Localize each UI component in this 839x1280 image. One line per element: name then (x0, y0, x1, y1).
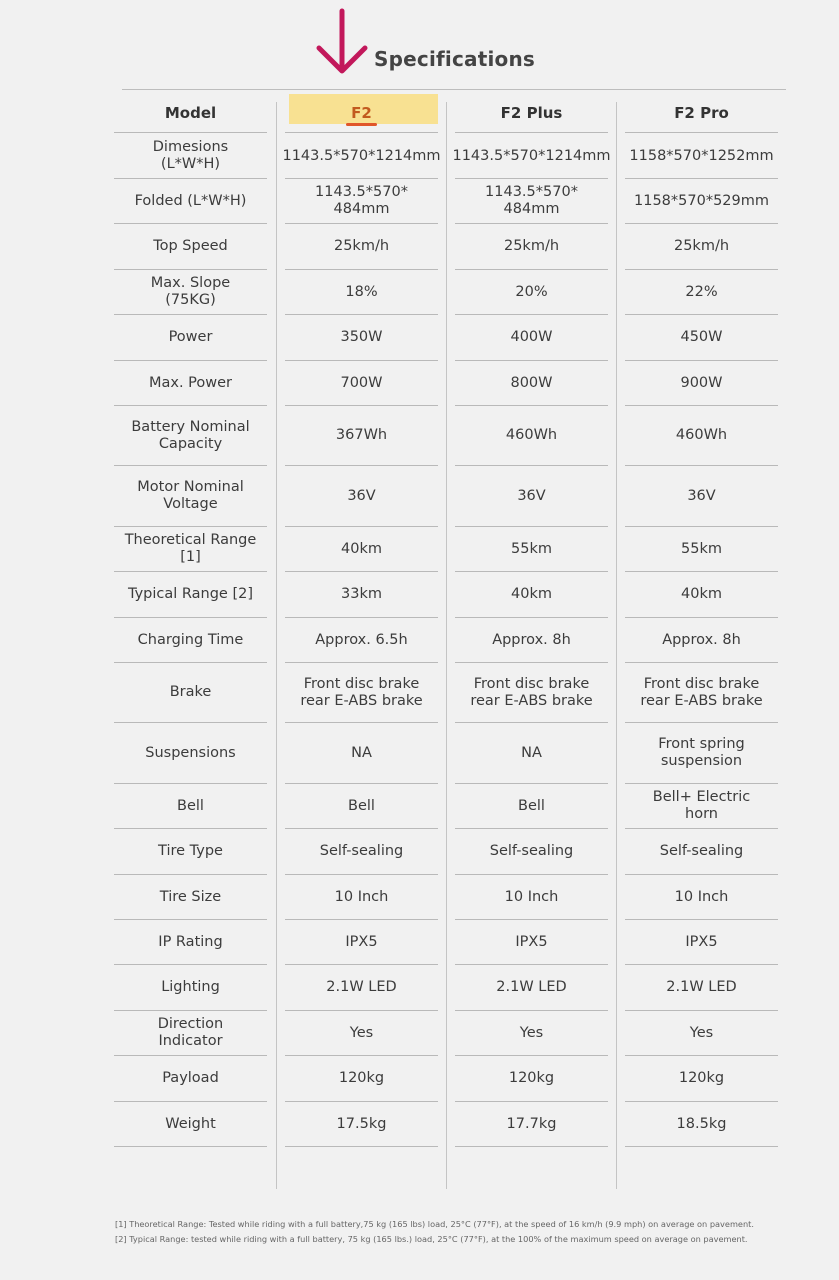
spec-value-text: IPX5 (515, 933, 548, 950)
spec-value (285, 406, 438, 466)
header-label: F2 Plus (500, 104, 563, 122)
header-model-3 (625, 95, 778, 133)
spec-value-text: 1158*570*1252mm (629, 147, 774, 164)
spec-value (455, 179, 608, 224)
spec-value-text: Self-sealing (489, 843, 574, 860)
spec-value (455, 225, 608, 270)
spec-value-text: 450W (680, 329, 723, 346)
spec-value (455, 467, 608, 527)
spec-value (285, 361, 438, 406)
spec-value-text: 25km/h (673, 238, 730, 255)
row-label-text: Direction Indicator (157, 1016, 224, 1050)
spec-value (455, 784, 608, 829)
title-divider (122, 89, 786, 90)
row-label-text: Battery Nominal Capacity (131, 418, 250, 452)
spec-value (625, 179, 778, 224)
spec-value-text: Approx. 8h (662, 631, 741, 648)
spec-value-text: 2.1W LED (326, 979, 397, 996)
spec-value-text: Approx. 8h (492, 631, 571, 648)
row-label (114, 1057, 267, 1102)
spec-value-text: Self-sealing (659, 843, 744, 860)
row-label (114, 875, 267, 920)
row-label-text: Payload (162, 1070, 219, 1087)
spec-value-text: 367Wh (335, 427, 388, 444)
spec-value-text: NA (351, 744, 372, 761)
spec-value-text: 17.5kg (336, 1115, 387, 1132)
row-label (114, 361, 267, 406)
spec-value-text: 10 Inch (504, 888, 559, 905)
spec-value-text: 20% (515, 283, 548, 300)
spec-value-text: 1158*570*529mm (634, 192, 770, 209)
row-label-text: Power (168, 329, 213, 346)
spec-value (455, 527, 608, 572)
spec-value (285, 179, 438, 224)
spec-value-text: 36V (687, 487, 716, 504)
spec-value (285, 724, 438, 784)
spec-value-text: 33km (341, 586, 382, 603)
spec-value-text: 120kg (508, 1070, 555, 1087)
row-label (114, 467, 267, 527)
spec-value-text: Self-sealing (319, 843, 404, 860)
row-label (114, 724, 267, 784)
spec-value (625, 784, 778, 829)
spec-value-text: 1143.5*570*1214mm (282, 147, 441, 164)
spec-value-text: 18% (345, 283, 378, 300)
spec-value (625, 875, 778, 920)
spec-value-text: Approx. 6.5h (315, 631, 408, 648)
spec-value (625, 966, 778, 1011)
header-model-2 (455, 95, 608, 133)
spec-value (285, 784, 438, 829)
spec-value (285, 1057, 438, 1102)
row-label-text: Lighting (161, 979, 220, 996)
spec-value (625, 316, 778, 361)
row-label-text: Weight (165, 1115, 216, 1132)
spec-value-text: Yes (349, 1024, 374, 1041)
row-label-text: Theoretical Range [1] (124, 532, 257, 566)
spec-value (282, 134, 441, 179)
spec-value-text: 1143.5*570* 484mm (485, 184, 578, 218)
spec-value (285, 467, 438, 527)
header-model (114, 95, 267, 133)
spec-value (625, 225, 778, 270)
spec-value (625, 134, 778, 179)
spec-value (455, 966, 608, 1011)
footnote-theoretical-range: [1] Theoretical Range: Tested while riding with a full battery,75 kg (165 lbs) load, 25°C (77°F), at the speed of 16 km/h (9.9 mph) on average on pavement. (115, 1219, 754, 1229)
row-label-text: Bell (177, 797, 204, 814)
row-label (114, 784, 267, 829)
spec-value (452, 134, 611, 179)
spec-value-text: 2.1W LED (496, 979, 567, 996)
spec-value (285, 270, 438, 315)
spec-value-text: 700W (340, 374, 383, 391)
spec-value (455, 875, 608, 920)
header-label: F2 (351, 104, 372, 122)
down-arrow-icon (314, 8, 370, 76)
spec-value (285, 966, 438, 1011)
spec-value-text: 40km (511, 586, 552, 603)
row-label-text: Typical Range [2] (127, 586, 253, 603)
spec-value (455, 361, 608, 406)
spec-value (625, 573, 778, 618)
row-label (114, 1011, 267, 1056)
spec-value-text: Yes (519, 1024, 544, 1041)
row-label-text: Suspensions (145, 744, 236, 761)
spec-value-text: 25km/h (503, 238, 560, 255)
spec-value-text: 400W (510, 329, 553, 346)
spec-value (455, 830, 608, 875)
spec-value-text: Bell (348, 797, 375, 814)
row-label-text: Dimesions (L*W*H) (152, 139, 229, 172)
spec-value (455, 724, 608, 784)
spec-value-text: IPX5 (685, 933, 718, 950)
spec-value-text: Front disc brake rear E-ABS brake (640, 675, 763, 709)
row-label-text: IP Rating (158, 933, 223, 950)
spec-value (285, 316, 438, 361)
row-label (114, 527, 267, 572)
spec-value (455, 1011, 608, 1056)
spec-value (625, 920, 778, 965)
row-label (114, 316, 267, 361)
spec-value (285, 225, 438, 270)
row-label (114, 573, 267, 618)
spec-value-text: IPX5 (345, 933, 378, 950)
row-label (114, 966, 267, 1011)
spec-value-text: 1143.5*570*1214mm (452, 147, 611, 164)
row-label-text: Folded (L*W*H) (134, 192, 247, 209)
spec-value (455, 316, 608, 361)
spec-value (285, 573, 438, 618)
spec-value-text: Front disc brake rear E-ABS brake (470, 675, 593, 709)
spec-value-text: 800W (510, 374, 553, 391)
spec-value-text: 40km (681, 586, 722, 603)
row-label (114, 920, 267, 965)
spec-value (455, 573, 608, 618)
spec-value (455, 663, 608, 723)
spec-value-text: 17.7kg (506, 1115, 557, 1132)
spec-value (455, 1057, 608, 1102)
row-label (114, 225, 267, 270)
header-label: Model (164, 104, 217, 122)
row-label (114, 179, 267, 224)
spec-value (455, 920, 608, 965)
spec-value-text: Bell+ Electric horn (652, 789, 751, 823)
spec-value-text: 36V (517, 487, 546, 504)
spec-value-text: 18.5kg (676, 1115, 727, 1132)
spec-value-text: 350W (340, 329, 383, 346)
spec-value (625, 527, 778, 572)
row-label-text: Brake (169, 684, 212, 701)
row-label-text: Max. Power (148, 374, 233, 391)
spec-value (285, 527, 438, 572)
spec-value-text: Yes (689, 1024, 714, 1041)
spec-value-text: 2.1W LED (666, 979, 737, 996)
row-label-text: Motor Nominal Voltage (137, 479, 244, 513)
row-label-text: Tire Size (159, 888, 222, 905)
row-label-text: Charging Time (137, 631, 244, 648)
row-label (114, 406, 267, 466)
column-divider (616, 102, 617, 1189)
row-label (114, 830, 267, 875)
spec-value-text: 460Wh (505, 427, 558, 444)
page-title: Specifications (374, 47, 536, 71)
footnote-typical-range: [2] Typical Range: tested while riding with a full battery, 75 kg (165 lbs.) load, 25°C (77°F), at the 100% of the maximum speed on average on pavement. (115, 1234, 748, 1244)
spec-value (625, 1057, 778, 1102)
spec-value-text: 55km (681, 540, 722, 557)
spec-value (455, 270, 608, 315)
spec-value (455, 618, 608, 663)
spec-value-text: 120kg (338, 1070, 385, 1087)
spec-value (285, 663, 438, 723)
spec-value (625, 830, 778, 875)
spec-value (625, 618, 778, 663)
column-divider (276, 102, 277, 1189)
spec-value-text: 900W (680, 374, 723, 391)
spec-value (455, 1102, 608, 1147)
column-divider (446, 102, 447, 1189)
row-label (114, 134, 267, 179)
spec-value-text: NA (521, 744, 542, 761)
row-label (114, 618, 267, 663)
spec-value (285, 830, 438, 875)
spec-value-text: 40km (341, 540, 382, 557)
spec-value (285, 1011, 438, 1056)
header-label: F2 Pro (674, 104, 729, 122)
spec-value (625, 406, 778, 466)
row-label (114, 270, 267, 315)
spec-value-text: 1143.5*570* 484mm (315, 184, 408, 218)
row-label-text: Tire Type (158, 843, 223, 860)
spec-value (625, 1102, 778, 1147)
spec-value (625, 361, 778, 406)
spec-value-text: 36V (347, 487, 376, 504)
header-model-1 (285, 95, 438, 133)
row-label-text: Max. Slope (75KG) (150, 275, 231, 309)
row-label (114, 663, 267, 723)
spec-value-text: Front spring suspension (658, 736, 745, 770)
spec-value (285, 618, 438, 663)
spec-value-text: 25km/h (333, 238, 390, 255)
spec-value (625, 724, 778, 784)
spec-value (285, 1102, 438, 1147)
spec-value-text: 10 Inch (334, 888, 389, 905)
spec-value-text: 22% (685, 283, 718, 300)
spec-value-text: Front disc brake rear E-ABS brake (300, 675, 423, 709)
spec-value-text: 10 Inch (674, 888, 729, 905)
row-label-text: Top Speed (153, 238, 228, 255)
spec-value-text: 55km (511, 540, 552, 557)
spec-value-text: 120kg (678, 1070, 725, 1087)
spec-value (625, 663, 778, 723)
spec-value (285, 920, 438, 965)
spec-value-text: Bell (518, 797, 545, 814)
spec-value (625, 1011, 778, 1056)
spec-value (285, 875, 438, 920)
spec-value (625, 270, 778, 315)
row-label (114, 1102, 267, 1147)
spec-value-text: 460Wh (675, 427, 728, 444)
spec-value (625, 467, 778, 527)
spec-value (455, 406, 608, 466)
